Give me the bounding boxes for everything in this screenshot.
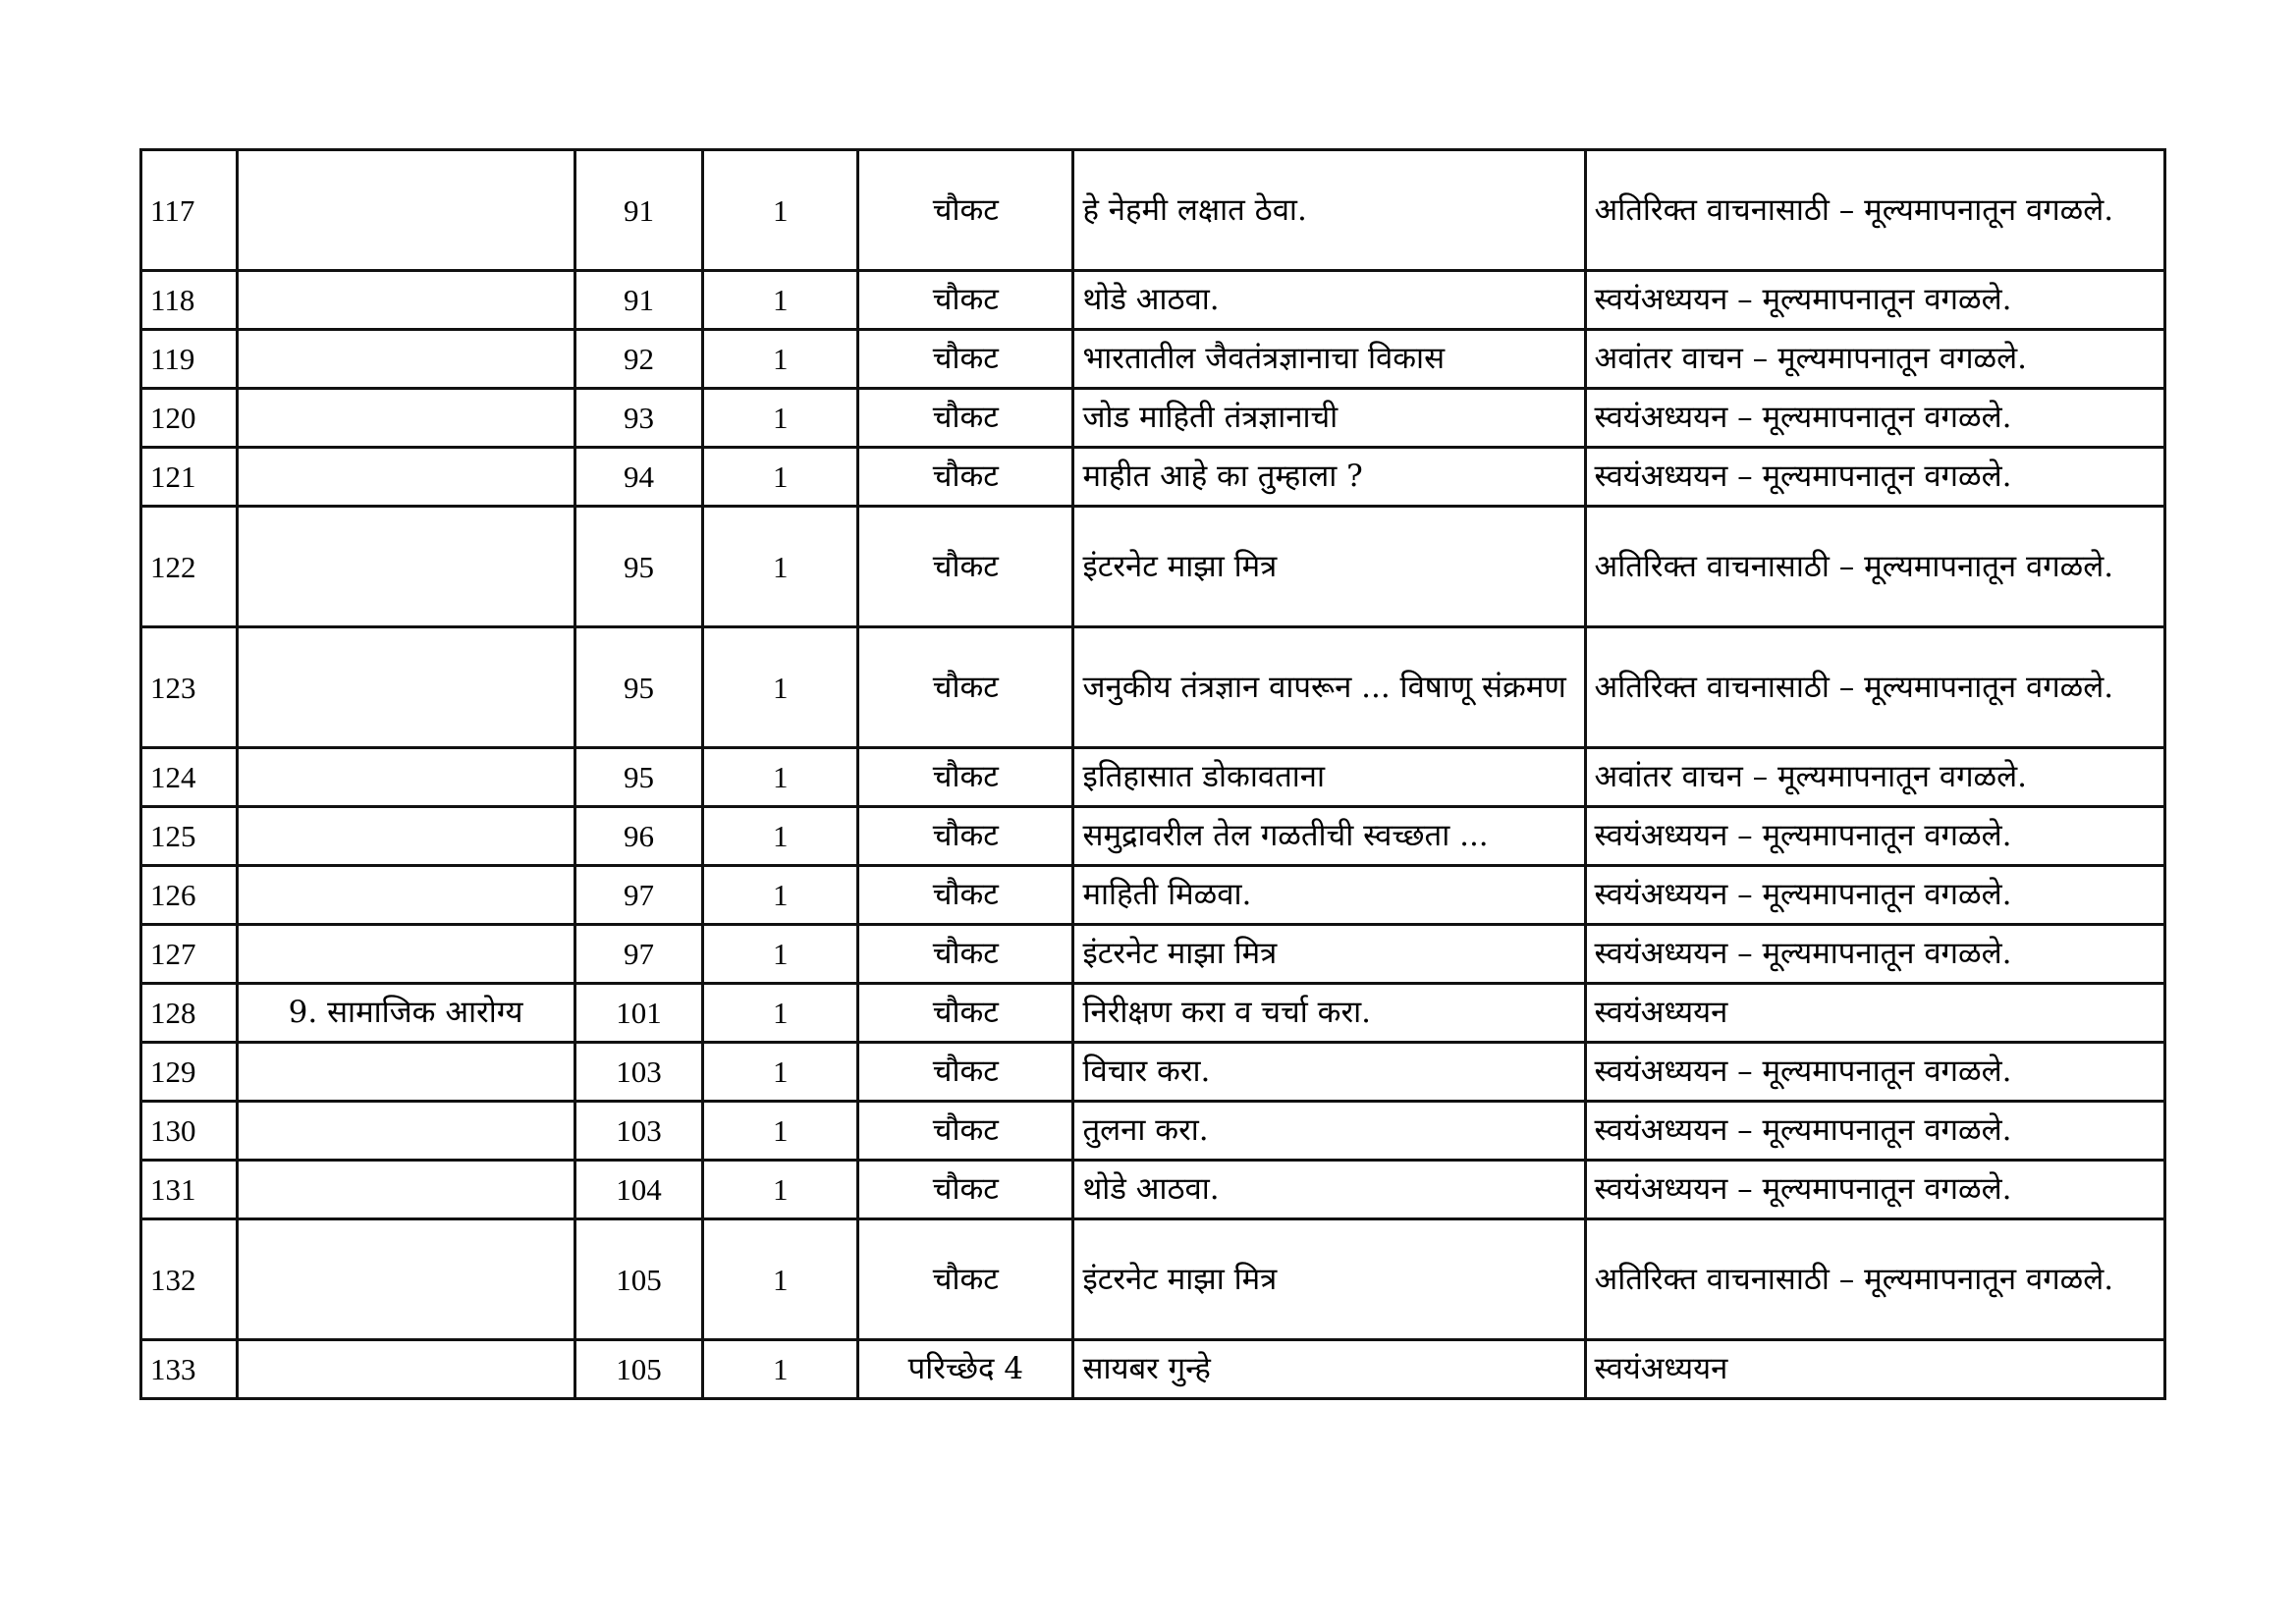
item-title: थोडे आठवा. <box>1073 271 1585 330</box>
row-number: 124 <box>141 748 238 807</box>
item-title: माहीत आहे का तुम्हाला ? <box>1073 448 1585 507</box>
item-title: जोड माहिती तंत्रज्ञानाची <box>1073 389 1585 448</box>
item-count: 1 <box>703 448 858 507</box>
page-number: 91 <box>574 271 703 330</box>
item-count: 1 <box>703 330 858 389</box>
table-row <box>141 807 2165 866</box>
item-remark: स्वयंअध्ययन – मूल्यमापनातून वगळले. <box>1585 807 2164 866</box>
item-type: चौकट <box>858 1043 1073 1102</box>
item-title: समुद्रावरील तेल गळतीची स्वच्छता ... <box>1073 807 1585 866</box>
item-title: विचार करा. <box>1073 1043 1585 1102</box>
row-number: 131 <box>141 1161 238 1219</box>
item-count: 1 <box>703 1340 858 1399</box>
page-number: 105 <box>574 1219 703 1340</box>
item-title: हे नेहमी लक्षात ठेवा. <box>1073 150 1585 271</box>
item-type: चौकट <box>858 507 1073 627</box>
row-number: 120 <box>141 389 238 448</box>
item-remark: अतिरिक्त वाचनासाठी – मूल्यमापनातून वगळले. <box>1585 507 2164 627</box>
item-title: सायबर गुन्हे <box>1073 1340 1585 1399</box>
item-title: इंटरनेट माझा मित्र <box>1073 507 1585 627</box>
chapter-cell <box>237 1219 574 1340</box>
item-count: 1 <box>703 984 858 1043</box>
item-count: 1 <box>703 748 858 807</box>
row-number: 132 <box>141 1219 238 1340</box>
chapter-cell <box>237 866 574 925</box>
item-count: 1 <box>703 1161 858 1219</box>
page-number: 97 <box>574 925 703 984</box>
table-row <box>141 984 2165 1043</box>
row-number: 130 <box>141 1102 238 1161</box>
table-row <box>141 1219 2165 1340</box>
table-row <box>141 330 2165 389</box>
item-title: जनुकीय तंत्रज्ञान वापरून ... विषाणू संक्रमण <box>1073 627 1585 748</box>
table-row <box>141 1161 2165 1219</box>
item-remark: स्वयंअध्ययन <box>1585 1340 2164 1399</box>
chapter-cell <box>237 925 574 984</box>
item-title: इतिहासात डोकावताना <box>1073 748 1585 807</box>
item-remark: स्वयंअध्ययन – मूल्यमापनातून वगळले. <box>1585 1161 2164 1219</box>
page-number: 105 <box>574 1340 703 1399</box>
chapter-cell <box>237 1340 574 1399</box>
row-number: 123 <box>141 627 238 748</box>
page-number: 93 <box>574 389 703 448</box>
item-title: माहिती मिळवा. <box>1073 866 1585 925</box>
chapter-cell <box>237 1102 574 1161</box>
item-type: चौकट <box>858 389 1073 448</box>
item-type: चौकट <box>858 866 1073 925</box>
page-number: 95 <box>574 748 703 807</box>
chapter-cell <box>237 389 574 448</box>
page-number: 104 <box>574 1161 703 1219</box>
chapter-cell <box>237 748 574 807</box>
chapter-cell <box>237 271 574 330</box>
row-number: 125 <box>141 807 238 866</box>
row-number: 126 <box>141 866 238 925</box>
page-number: 94 <box>574 448 703 507</box>
table-row <box>141 1102 2165 1161</box>
chapter-cell <box>237 507 574 627</box>
item-type: चौकट <box>858 271 1073 330</box>
item-count: 1 <box>703 507 858 627</box>
table-row <box>141 748 2165 807</box>
item-count: 1 <box>703 389 858 448</box>
item-remark: अतिरिक्त वाचनासाठी – मूल्यमापनातून वगळले. <box>1585 150 2164 271</box>
item-remark: अवांतर वाचन – मूल्यमापनातून वगळले. <box>1585 330 2164 389</box>
page-number: 91 <box>574 150 703 271</box>
item-count: 1 <box>703 1219 858 1340</box>
item-type: चौकट <box>858 150 1073 271</box>
item-count: 1 <box>703 150 858 271</box>
item-type: चौकट <box>858 748 1073 807</box>
item-type: चौकट <box>858 1161 1073 1219</box>
item-remark: स्वयंअध्ययन – मूल्यमापनातून वगळले. <box>1585 1043 2164 1102</box>
page-number: 101 <box>574 984 703 1043</box>
chapter-cell <box>237 807 574 866</box>
item-remark: अतिरिक्त वाचनासाठी – मूल्यमापनातून वगळले. <box>1585 627 2164 748</box>
item-type: परिच्छेद 4 <box>858 1340 1073 1399</box>
item-type: चौकट <box>858 984 1073 1043</box>
table-row <box>141 1340 2165 1399</box>
page-number: 97 <box>574 866 703 925</box>
item-remark: स्वयंअध्ययन – मूल्यमापनातून वगळले. <box>1585 925 2164 984</box>
item-type: चौकट <box>858 1219 1073 1340</box>
content-table <box>139 148 2166 1400</box>
row-number: 133 <box>141 1340 238 1399</box>
item-count: 1 <box>703 627 858 748</box>
item-title: थोडे आठवा. <box>1073 1161 1585 1219</box>
chapter-cell <box>237 1043 574 1102</box>
item-type: चौकट <box>858 330 1073 389</box>
item-type: चौकट <box>858 1102 1073 1161</box>
item-remark: स्वयंअध्ययन – मूल्यमापनातून वगळले. <box>1585 271 2164 330</box>
row-number: 117 <box>141 150 238 271</box>
row-number: 119 <box>141 330 238 389</box>
chapter-cell <box>237 448 574 507</box>
chapter-cell: 9. सामाजिक आरोग्य <box>237 984 574 1043</box>
item-remark: स्वयंअध्ययन – मूल्यमापनातून वगळले. <box>1585 389 2164 448</box>
table-row <box>141 507 2165 627</box>
row-number: 129 <box>141 1043 238 1102</box>
page-number: 92 <box>574 330 703 389</box>
chapter-cell <box>237 1161 574 1219</box>
item-type: चौकट <box>858 448 1073 507</box>
item-count: 1 <box>703 925 858 984</box>
row-number: 122 <box>141 507 238 627</box>
table-row <box>141 150 2165 271</box>
page-number: 95 <box>574 627 703 748</box>
item-count: 1 <box>703 807 858 866</box>
item-title: इंटरनेट माझा मित्र <box>1073 925 1585 984</box>
table-row <box>141 1043 2165 1102</box>
page-number: 95 <box>574 507 703 627</box>
table-row <box>141 925 2165 984</box>
item-title: तुलना करा. <box>1073 1102 1585 1161</box>
item-remark: स्वयंअध्ययन – मूल्यमापनातून वगळले. <box>1585 866 2164 925</box>
item-type: चौकट <box>858 925 1073 984</box>
item-count: 1 <box>703 866 858 925</box>
table-row <box>141 448 2165 507</box>
item-title: निरीक्षण करा व चर्चा करा. <box>1073 984 1585 1043</box>
item-remark: अवांतर वाचन – मूल्यमापनातून वगळले. <box>1585 748 2164 807</box>
item-remark: स्वयंअध्ययन – मूल्यमापनातून वगळले. <box>1585 448 2164 507</box>
chapter-cell <box>237 150 574 271</box>
item-type: चौकट <box>858 807 1073 866</box>
row-number: 127 <box>141 925 238 984</box>
item-title: इंटरनेट माझा मित्र <box>1073 1219 1585 1340</box>
item-title: भारतातील जैवतंत्रज्ञानाचा विकास <box>1073 330 1585 389</box>
item-remark: अतिरिक्त वाचनासाठी – मूल्यमापनातून वगळले. <box>1585 1219 2164 1340</box>
item-count: 1 <box>703 1102 858 1161</box>
page-number: 103 <box>574 1102 703 1161</box>
row-number: 128 <box>141 984 238 1043</box>
chapter-cell <box>237 627 574 748</box>
table-body <box>141 150 2165 1399</box>
item-remark: स्वयंअध्ययन – मूल्यमापनातून वगळले. <box>1585 1102 2164 1161</box>
item-type: चौकट <box>858 627 1073 748</box>
table-row <box>141 389 2165 448</box>
row-number: 118 <box>141 271 238 330</box>
row-number: 121 <box>141 448 238 507</box>
item-count: 1 <box>703 1043 858 1102</box>
item-count: 1 <box>703 271 858 330</box>
table-row <box>141 271 2165 330</box>
item-remark: स्वयंअध्ययन <box>1585 984 2164 1043</box>
page-number: 103 <box>574 1043 703 1102</box>
chapter-cell <box>237 330 574 389</box>
table-row <box>141 866 2165 925</box>
table-row <box>141 627 2165 748</box>
page-number: 96 <box>574 807 703 866</box>
